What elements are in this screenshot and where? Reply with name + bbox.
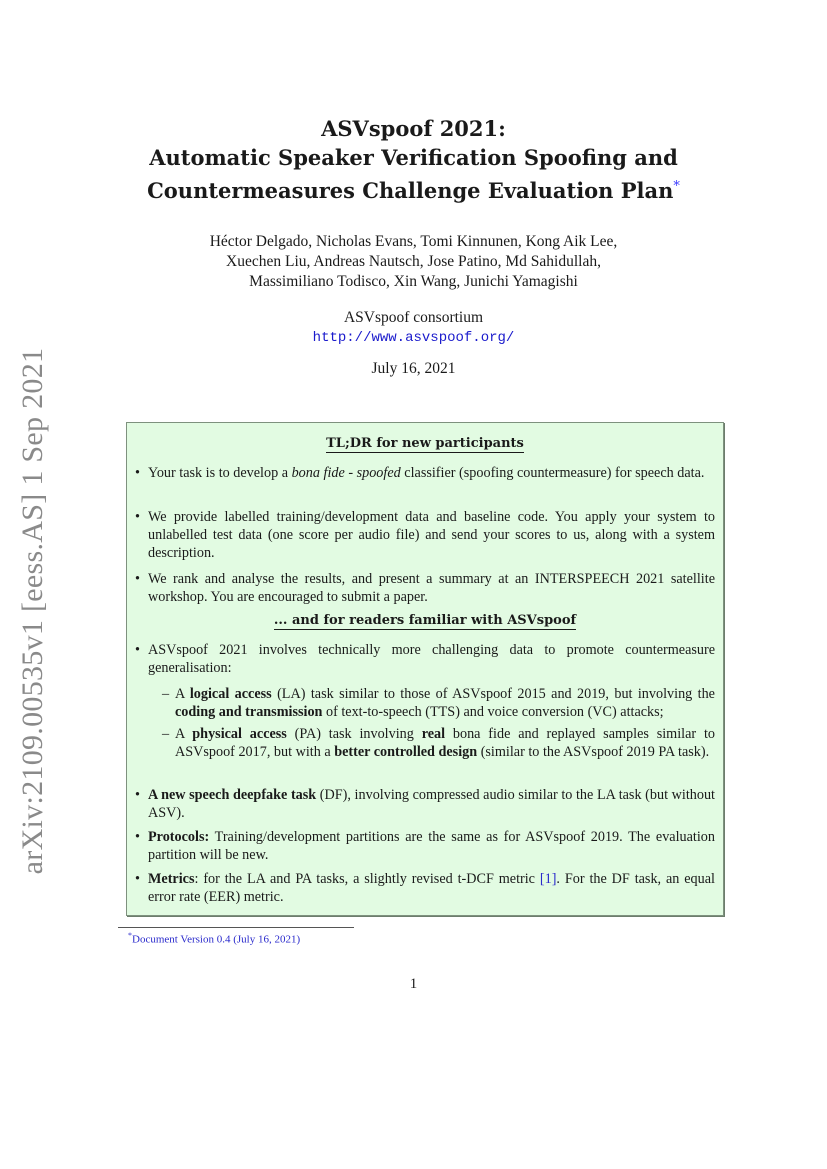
title-line-1: ASVspoof 2021:: [321, 116, 506, 141]
citation-link[interactable]: [1]: [539, 871, 557, 887]
item-text: classifier (spoofing countermeasure) for speech data.: [400, 465, 705, 481]
item-bold: coding and transmission: [175, 704, 323, 720]
item-italic: bona fide - spoofed: [291, 465, 401, 481]
list-item: [135, 508, 715, 562]
heading-familiar-readers-text: ... and for readers familiar with ASVspoof: [273, 613, 577, 628]
item-text: ASVspoof 2021 involves technically more challenging data to promote countermeasure generalisation:: [148, 642, 715, 676]
item-text: We provide labelled training/development data and baseline code. You apply your system to unlabelled test data (one score per audio file) and send your scores to us, along with a system description.: [148, 509, 715, 561]
footnote[interactable]: [128, 931, 300, 946]
item-text: . For the DF task, an equal error rate (EER) metric.: [148, 871, 715, 905]
item-bold: real: [421, 726, 446, 742]
footnote-divider: [118, 927, 354, 928]
affiliation: ASVspoof consortium: [343, 309, 484, 326]
sub-list-item-la: [162, 685, 715, 721]
item-text: (DF), involving compressed audio similar to the LA task (but without ASV).: [148, 787, 715, 821]
item-text: bona fide and replayed samples similar to ASVspoof 2017, but with a: [175, 726, 715, 760]
item-bold: Protocols:: [148, 829, 210, 845]
item-bold: logical access: [189, 686, 272, 702]
item-text: Training/development partitions are the same as for ASVspoof 2019. The evaluation partition will be new.: [148, 829, 715, 863]
item-text: A: [175, 726, 193, 742]
item-bold: better controlled design: [334, 744, 478, 760]
bullet-icon: •: [135, 571, 140, 587]
item-text: (PA) task involving: [286, 726, 422, 742]
list-item: [135, 786, 715, 822]
sub-list-item-pa: [162, 725, 715, 761]
item-text: (similar to the ASVspoof 2019 PA task).: [477, 744, 710, 760]
bullet-icon: •: [135, 871, 140, 887]
bullet-icon: •: [135, 829, 140, 845]
dash-icon: –: [162, 686, 170, 702]
authors-line-2: Xuechen Liu, Andreas Nautsch, Jose Patino, Md Sahidullah,: [226, 253, 601, 270]
item-bold: Metrics: [148, 871, 195, 887]
item-text: A: [175, 686, 190, 702]
list-item: [135, 464, 715, 482]
heading-familiar-readers: [127, 613, 723, 628]
title-line-2: Automatic Speaker Verification Spoofing and: [149, 145, 678, 170]
arxiv-stamp: [13, 347, 53, 875]
title-line-3-text: Countermeasures Challenge Evaluation Plan: [147, 178, 674, 203]
footnote-mark: *: [128, 931, 132, 940]
publication-date: July 16, 2021: [371, 360, 456, 377]
dash-icon: –: [162, 726, 170, 742]
item-text: Your task is to develop a: [148, 465, 292, 481]
page-number: 1: [409, 976, 418, 992]
authors-line-3: Massimiliano Todisco, Xin Wang, Junichi Yamagishi: [249, 273, 578, 290]
list-item: [135, 828, 715, 864]
bullet-icon: •: [135, 509, 140, 525]
footnote-text: Document Version 0.4 (July 16, 2021): [132, 933, 301, 946]
title-line-3: [100, 172, 727, 205]
bullet-icon: •: [135, 787, 140, 803]
paper-title: [100, 114, 727, 205]
item-text: (LA) task similar to those of ASVspoof 2015 and 2019, but involving the: [271, 686, 715, 702]
item-bold: A new speech deepfake task: [148, 787, 317, 803]
list-item: [135, 641, 715, 677]
heading-new-participants-text: TL;DR for new participants: [326, 436, 524, 451]
bullet-icon: •: [135, 465, 140, 481]
website-link[interactable]: http://www.asvspoof.org/: [312, 330, 515, 346]
list-item: [135, 870, 715, 906]
author-list: [100, 232, 727, 292]
authors-line-1: Héctor Delgado, Nicholas Evans, Tomi Kinnunen, Kong Aik Lee,: [209, 233, 618, 250]
item-text: of text-to-speech (TTS) and voice conversion (VC) attacks;: [322, 704, 664, 720]
heading-new-participants: [127, 436, 723, 451]
item-text: We rank and analyse the results, and present a summary at an INTERSPEECH 2021 satellite workshop. You are encouraged to submit a paper.: [148, 571, 715, 605]
list-item: [135, 570, 715, 606]
summary-box: [126, 422, 724, 916]
bullet-icon: •: [135, 642, 140, 658]
item-text: : for the LA and PA tasks, a slightly revised t-DCF metric: [194, 871, 540, 887]
arxiv-stamp-text: arXiv:2109.00535v1 [eess.AS] 1 Sep 2021: [16, 347, 49, 875]
title-footnote-link[interactable]: *: [673, 179, 680, 194]
item-bold: physical access: [192, 726, 287, 742]
